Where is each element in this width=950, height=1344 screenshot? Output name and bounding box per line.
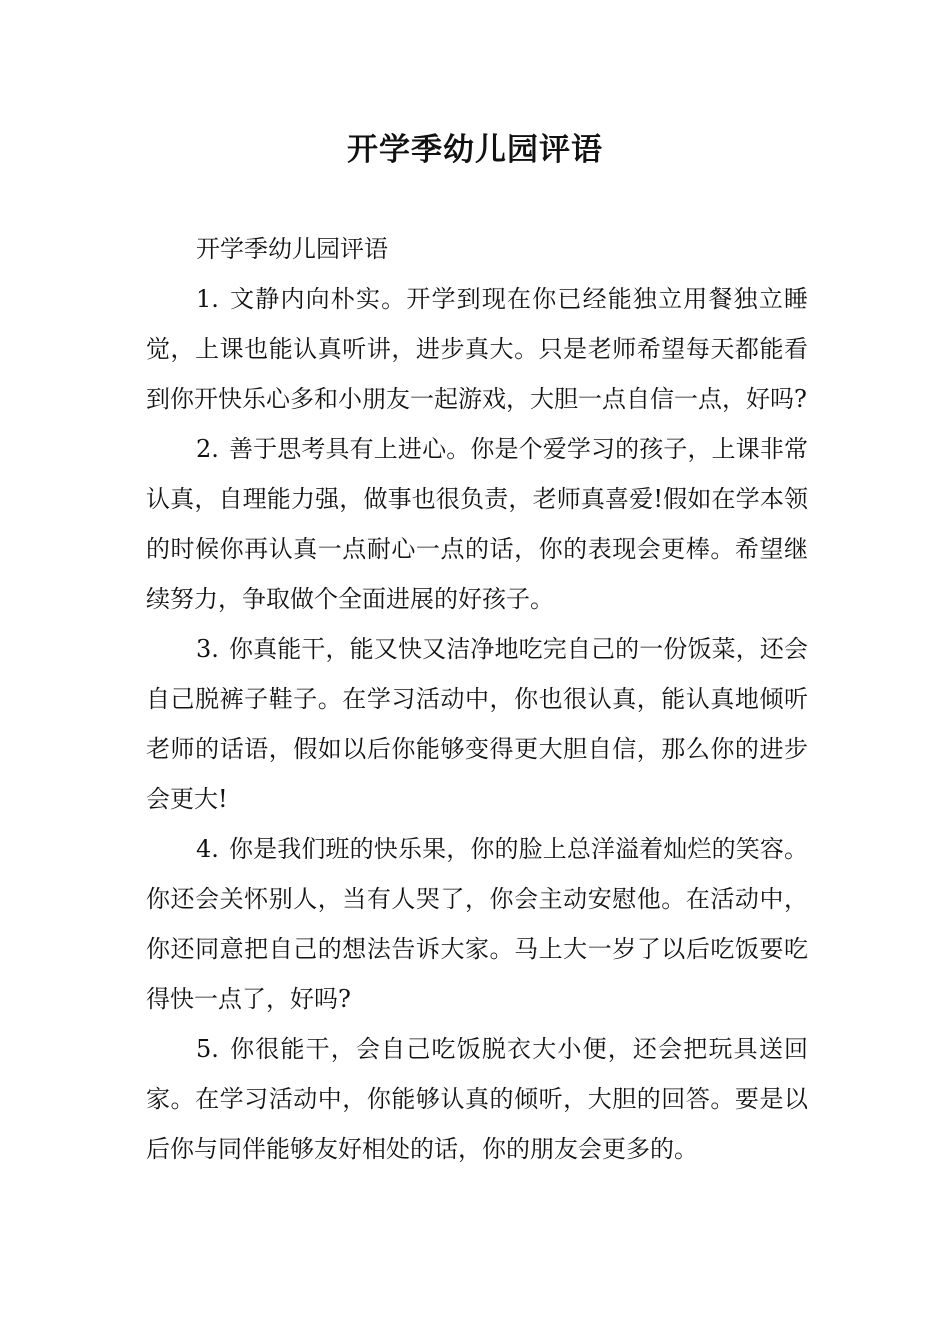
subtitle-line: 开学季幼儿园评语 [196, 235, 388, 263]
item-text: 你很能干，会自己吃饭脱衣大小便，还会把玩具送回家。在学习活动中，你能够认真的倾听，大胆的回答。要是以后你与同伴能够友好相处的话，你的朋友会更多的。 [146, 1035, 808, 1163]
item-number: 5. [196, 1035, 219, 1063]
item-text: 文静内向朴实。开学到现在你已经能独立用餐独立睡觉，上课也能认真听讲，进步真大。只是老师希望每天都能看到你开快乐心多和小朋友一起游戏，大胆一点自信一点，好吗? [146, 285, 808, 413]
document-body [146, 224, 808, 1174]
comment-paragraph-2 [146, 424, 808, 624]
item-text: 你是我们班的快乐果，你的脸上总洋溢着灿烂的笑容。你还会关怀别人，当有人哭了，你会主动安慰他。在活动中，你还同意把自己的想法告诉大家。马上大一岁了以后吃饭要吃得快一点了，好吗? [146, 835, 808, 1013]
item-number: 4. [196, 835, 219, 863]
item-number: 2. [196, 435, 219, 463]
item-text: 善于思考具有上进心。你是个爱学习的孩子，上课非常认真，自理能力强，做事也很负责，老师真喜爱!假如在学本领的时候你再认真一点耐心一点的话，你的表现会更棒。希望继续努力，争取做个全面进展的好孩子。 [146, 435, 808, 613]
comment-paragraph-3 [146, 624, 808, 824]
comment-paragraph-1 [146, 274, 808, 424]
comment-paragraph-4 [146, 824, 808, 1024]
item-text: 你真能干，能又快又洁净地吃完自己的一份饭菜，还会自己脱裤子鞋子。在学习活动中，你也很认真，能认真地倾听老师的话语，假如以后你能够变得更大胆自信，那么你的进步会更大! [146, 635, 808, 813]
item-number: 3. [196, 635, 219, 663]
comment-paragraph-5 [146, 1024, 808, 1174]
item-number: 1. [196, 285, 219, 313]
page-title: 开学季幼儿园评语 [347, 132, 603, 168]
